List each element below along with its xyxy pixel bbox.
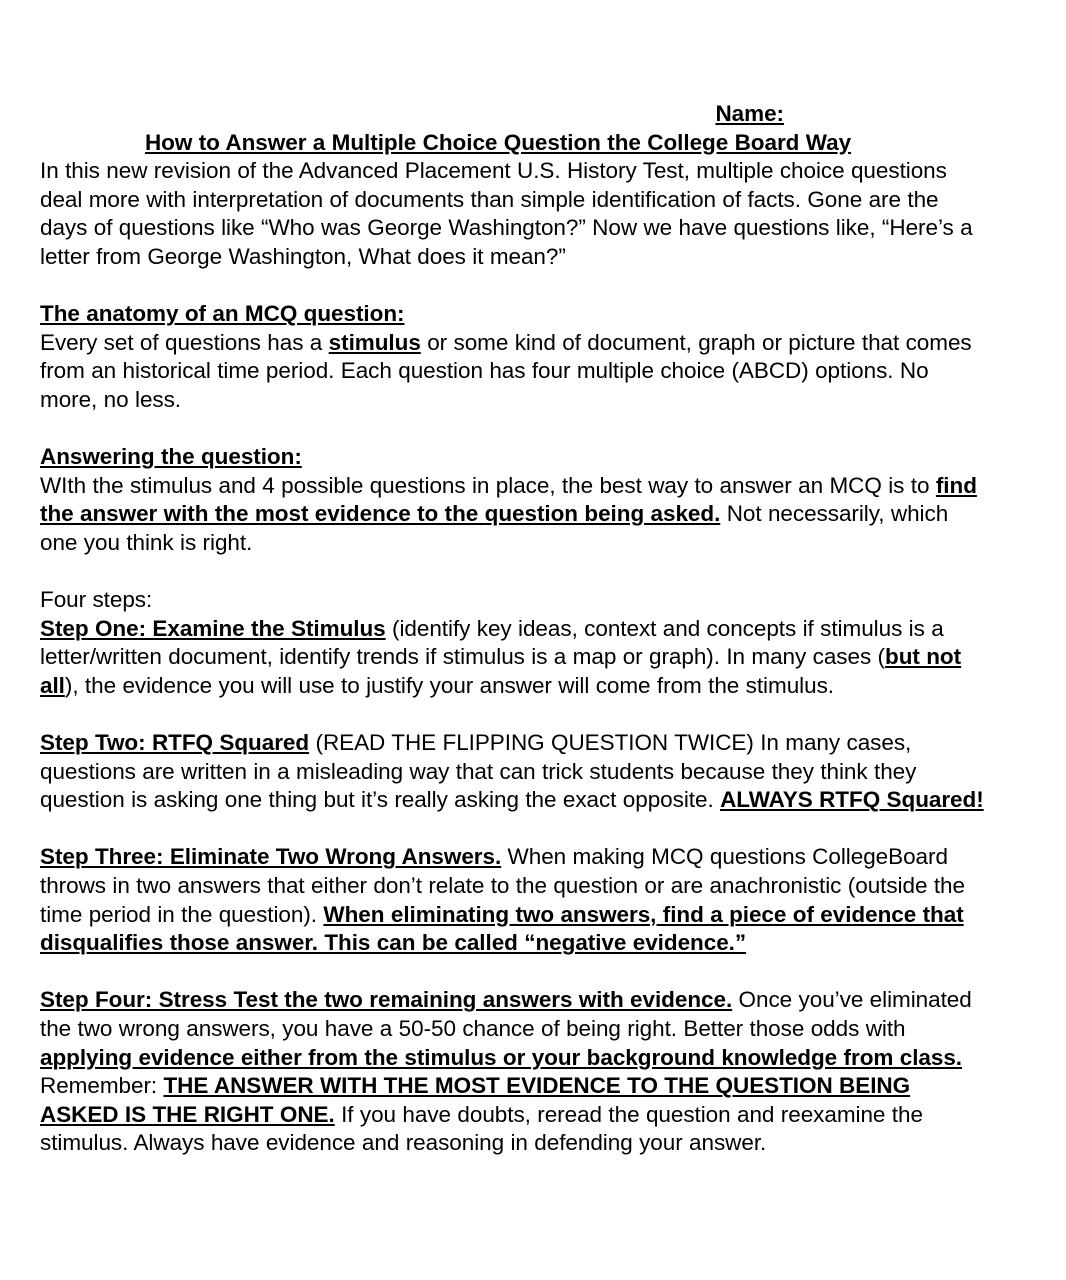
step-three-body-1: When making MCQ questions CollegeBoard throws in two answers that either don’t relate to the question or are anachronistic (outside the time period in the question). [40, 844, 965, 927]
step-two-body-1: (READ THE FLIPPING QUESTION TWICE) In many cases, questions are written in a misleading way that can trick students because they think they question is asking one thing but it’s really asking the exact opposite. [40, 730, 917, 813]
paragraph-spacer [40, 415, 990, 444]
step-four-heading: Step Four: Stress Test the two remaining answers with evidence. [40, 987, 733, 1013]
step-one-paragraph [40, 615, 990, 701]
answering-text-before: WIth the stimulus and 4 possible questions in place, the best way to answer an MCQ is to [40, 472, 936, 498]
name-label[interactable]: Name: [715, 101, 784, 126]
paragraph-spacer [40, 815, 990, 844]
page-title: How to Answer a Multiple Choice Question the College Board Way [144, 129, 852, 155]
step-three-heading: Step Three: Eliminate Two Wrong Answers. [40, 844, 502, 870]
step-four-body-2: Remember: [40, 1073, 164, 1099]
step-four-inline-bold: applying evidence either from the stimulus or your background knowledge from class. [40, 1044, 963, 1070]
step-two-inline-bold: ALWAYS RTFQ Squared! [720, 787, 984, 813]
step-two-heading: Step Two: RTFQ Squared [40, 730, 310, 756]
step-four-inline-bold-2: THE ANSWER WITH THE MOST EVIDENCE TO THE QUESTION BEING ASKED IS THE RIGHT ONE. [40, 1073, 911, 1127]
intro-paragraph: In this new revision of the Advanced Placement U.S. History Test, multiple choice questions deal more with interpretation of documents than simple identification of facts. Gone are the days of questions like “Who was George Washington?” Now we have questions like, “Here’s a letter from George Washington, What does it mean?” [40, 158, 973, 269]
anatomy-bold-term: stimulus [328, 329, 421, 355]
step-one-heading: Step One: Examine the Stimulus [40, 615, 386, 641]
document-body [40, 100, 990, 1158]
paragraph-spacer [40, 700, 990, 729]
step-one-inline-bold: but not all [40, 644, 962, 698]
step-three-inline-bold: When eliminating two answers, find a piece of evidence that disqualifies those answer. This can be called “negative evidence.” [40, 901, 964, 956]
paragraph-spacer [40, 558, 990, 587]
paragraph-spacer [40, 272, 990, 301]
anatomy-heading: The anatomy of an MCQ question: [40, 301, 405, 327]
step-four-body-1: Once you’ve eliminated the two wrong answers, you have a 50-50 chance of being right. Better those odds with [40, 987, 972, 1041]
answering-paragraph [40, 472, 990, 558]
anatomy-paragraph [40, 329, 990, 415]
name-field-line [40, 100, 990, 129]
answering-bold-phrase: find the answer with the most evidence to the question being asked. [40, 472, 977, 527]
anatomy-text-after: or some kind of document, graph or picture that comes from an historical time period. Each question has four multiple choice (ABCD) options. No more, no less. [40, 329, 972, 412]
step-four-paragraph [40, 986, 990, 1158]
step-two-paragraph [40, 729, 990, 815]
step-one-body-1: (identify key ideas, context and concepts if stimulus is a letter/written document, identify trends if stimulus is a map or graph). In many cases ( [40, 615, 944, 670]
step-four-body-3: If you have doubts, reread the question and reexamine the stimulus. Always have evidence and reasoning in defending your answer. [40, 1101, 923, 1156]
steps-intro: Four steps: [40, 587, 153, 613]
answering-heading: Answering the question: [40, 444, 302, 470]
step-one-body-2: ), the evidence you will use to justify your answer will come from the stimulus. [64, 672, 834, 698]
paragraph-spacer [40, 958, 990, 987]
answering-heading-line [40, 443, 990, 472]
answering-text-after: Not necessarily, which one you think is right. [40, 501, 949, 555]
anatomy-heading-line [40, 300, 990, 329]
step-three-paragraph [40, 843, 990, 957]
anatomy-text-before: Every set of questions has a [40, 329, 329, 355]
